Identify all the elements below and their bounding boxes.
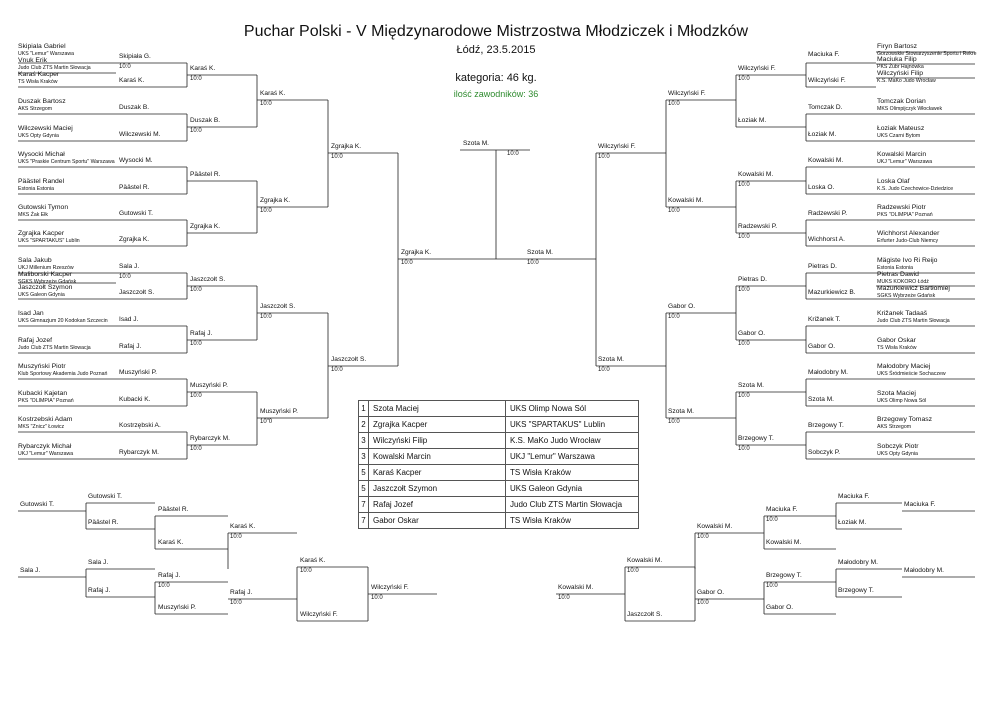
match-name: Gabor O. bbox=[808, 343, 836, 350]
match-name: Wilczyński F. bbox=[598, 143, 636, 150]
final-winner-name: Szota M. bbox=[463, 140, 490, 147]
left-entry-club: MKS "Znicz" Łowicz bbox=[18, 424, 65, 430]
match-name: Pietras D. bbox=[738, 276, 767, 283]
match-name: Päästel R. bbox=[158, 506, 189, 513]
match-score: 10:0 bbox=[738, 393, 750, 399]
match-name: Kowalski M. bbox=[766, 539, 802, 546]
match-name: Sala J. bbox=[88, 559, 109, 566]
match-score: 10:0 bbox=[668, 419, 680, 425]
match-score: 10:0 bbox=[697, 534, 709, 540]
match-name: Szota M. bbox=[738, 382, 765, 389]
right-entry-name: Wilczyński Filip bbox=[877, 70, 924, 77]
match-score: 10:0 bbox=[119, 64, 131, 70]
match-name: Rybarczyk M. bbox=[190, 435, 230, 442]
left-entry-name: Sala Jakub bbox=[18, 257, 52, 264]
match-name: Gabor O. bbox=[766, 604, 794, 611]
right-entry-name: Łoziak Mateusz bbox=[877, 125, 925, 132]
results-name: Jaszczołt Szymon bbox=[369, 481, 506, 497]
left-entry-club: TS Wisła Kraków bbox=[18, 79, 58, 85]
match-score: 10:0 bbox=[230, 600, 242, 606]
match-name: Karaś K. bbox=[300, 557, 326, 564]
match-name: Małodobry M. bbox=[808, 369, 848, 376]
match-name: Gutowski T. bbox=[20, 501, 54, 508]
left-entry-club: UKS Galeon Gdynia bbox=[18, 292, 65, 298]
left-entry-name: Zgrajka Kacper bbox=[18, 230, 65, 237]
right-entry-club: PKS Żubr Hajnówka bbox=[877, 64, 924, 70]
results-place: 2 bbox=[359, 417, 369, 433]
results-club: UKS Galeon Gdynia bbox=[506, 481, 639, 497]
right-entry-name: Sobczyk Piotr bbox=[877, 443, 919, 450]
left-r3 bbox=[257, 100, 328, 418]
match-name: Szota M. bbox=[598, 356, 625, 363]
left-entry-club: Judo Club ZTS Martin Słowacja bbox=[18, 345, 91, 351]
results-place: 3 bbox=[359, 449, 369, 465]
match-name: Gutowski T. bbox=[119, 210, 153, 217]
right-entry-name: Radzewski Piotr bbox=[877, 204, 926, 211]
right-entry-club: MKS Olimpijczyk Włocławek bbox=[877, 106, 943, 112]
match-name: Rafaj J. bbox=[119, 343, 142, 350]
left-entry-club: UKS "Lemur" Warszawa bbox=[18, 51, 74, 57]
results-place: 5 bbox=[359, 465, 369, 481]
results-club: K.S. MaKo Judo Wrocław bbox=[506, 433, 639, 449]
right-entry-club: AKS Strzegom bbox=[877, 424, 912, 430]
results-club: TS Wisła Kraków bbox=[506, 465, 639, 481]
match-name: Małodobry M. bbox=[838, 559, 878, 566]
left-entry-club: UKS "Praskie Centrum Sportu" Warszawa bbox=[18, 159, 115, 165]
left-entry-name: Vnuk Erik bbox=[18, 57, 48, 64]
match-name: Wilczyński F. bbox=[738, 65, 776, 72]
right-entry-name: Mazurkiewicz Bartłomiej bbox=[877, 285, 950, 292]
match-name: Zgrajka K. bbox=[331, 143, 362, 150]
match-name: Kowalski M. bbox=[627, 557, 663, 564]
results-club: TS Wisła Kraków bbox=[506, 513, 639, 529]
match-score: 10:0 bbox=[300, 568, 312, 574]
match-name: Zgrajka K. bbox=[190, 223, 221, 230]
match-name: Križanek T. bbox=[808, 316, 841, 323]
match-name: Rafaj J. bbox=[190, 330, 213, 337]
match-name: Maciuka F. bbox=[766, 506, 798, 513]
match-name: Kowalski M. bbox=[738, 171, 774, 178]
match-name: Maciuka F. bbox=[808, 51, 840, 58]
match-name: Wilczewski M. bbox=[119, 131, 161, 138]
match-name: Karaś K. bbox=[119, 77, 145, 84]
match-name: Loska O. bbox=[808, 184, 835, 191]
left-entry-club: Judo Club ZTS Martin Słowacja bbox=[18, 65, 91, 71]
match-score: 10:0 bbox=[190, 446, 202, 452]
match-name: Rybarczyk M. bbox=[119, 449, 159, 456]
semi-right-name: Szota M. bbox=[527, 249, 554, 256]
match-name: Kowalski M. bbox=[808, 157, 844, 164]
results-name: Gabor Oskar bbox=[369, 513, 506, 529]
match-score: 10:0 bbox=[331, 154, 343, 160]
match-score: 10:0 bbox=[738, 287, 750, 293]
match-score: 10:0 bbox=[738, 182, 750, 188]
results-row bbox=[359, 417, 639, 433]
left-entry-club: MKS Żak Ełk bbox=[18, 212, 48, 218]
match-name: Gabor O. bbox=[668, 303, 696, 310]
right-entry-club: TS Wisła Kraków bbox=[877, 345, 917, 351]
right-entry-club: Judo Club ZTS Martin Słowacja bbox=[877, 318, 950, 324]
match-name: Pietras D. bbox=[808, 263, 837, 270]
results-row bbox=[359, 497, 639, 513]
left-entry-name: Muszyński Piotr bbox=[18, 363, 66, 370]
match-score: 10:0 bbox=[697, 600, 709, 606]
match-name: Isad J. bbox=[119, 316, 139, 323]
match-score: 10:0 bbox=[190, 76, 202, 82]
match-name: Muszyński P. bbox=[190, 382, 228, 389]
category-label: kategoria: 46 kg. bbox=[455, 72, 537, 84]
match-name: Kostrzębski A. bbox=[119, 422, 161, 429]
match-name: Rafaj J. bbox=[230, 589, 253, 596]
match-name: Brzegowy T. bbox=[838, 587, 874, 594]
right-entry-club: Estonia Estonia bbox=[877, 265, 914, 271]
match-name: Radzewski P. bbox=[738, 223, 778, 230]
match-name: Maciuka F. bbox=[904, 501, 936, 508]
match-score: 10:0 bbox=[260, 314, 272, 320]
right-entry-club: K.S. MaKo Judo Wrocław bbox=[877, 78, 936, 84]
right-r3 bbox=[666, 100, 736, 418]
match-name: Karaś K. bbox=[260, 90, 286, 97]
results-name: Wilczyński Filip bbox=[369, 433, 506, 449]
match-score: 10:0 bbox=[627, 568, 639, 574]
match-name: Szota M. bbox=[808, 396, 835, 403]
results-name: Zgrajka Kacper bbox=[369, 417, 506, 433]
match-name: Muszyński P. bbox=[260, 408, 298, 415]
right-entry-name: Małodobry Maciej bbox=[877, 363, 931, 370]
results-name: Rafaj Jozef bbox=[369, 497, 506, 513]
match-score: 10:0 bbox=[331, 367, 343, 373]
place-date: Łódź, 23.5.2015 bbox=[456, 44, 536, 56]
match-name: Duszak B. bbox=[190, 117, 221, 124]
match-name: Tomczak D. bbox=[808, 104, 843, 111]
left-entry-name: Duszak Bartosz bbox=[18, 98, 66, 105]
match-name: Gabor O. bbox=[697, 589, 725, 596]
left-entry-name: Kubacki Kajetan bbox=[18, 390, 68, 397]
results-place: 7 bbox=[359, 497, 369, 513]
match-score: 10:0 bbox=[766, 517, 778, 523]
left-entry-club: UKJ Millenium Rzeszów bbox=[18, 265, 74, 271]
match-name: Jaszczołt S. bbox=[627, 611, 663, 618]
semi-left-name: Zgrajka K. bbox=[401, 249, 432, 256]
match-name: Kowalski M. bbox=[558, 584, 594, 591]
match-name: Kubacki K. bbox=[119, 396, 151, 403]
left-entry-name: Jaszczołt Szymon bbox=[18, 284, 73, 291]
right-entry-name: Gabor Oskar bbox=[877, 337, 916, 344]
match-name: Wysocki M. bbox=[119, 157, 153, 164]
match-name: Maciuka F. bbox=[838, 493, 870, 500]
match-name: Duszak B. bbox=[119, 104, 150, 111]
left-entry-name: Wilczewski Maciej bbox=[18, 125, 73, 132]
match-name: Gabor O. bbox=[738, 330, 766, 337]
left-entry-name: Rybarczyk Michał bbox=[18, 443, 72, 450]
right-entry-name: Križanek Tadaaš bbox=[877, 310, 928, 317]
match-name: Brzegowy T. bbox=[808, 422, 844, 429]
match-name: Brzegowy T. bbox=[738, 435, 774, 442]
results-row bbox=[359, 513, 639, 529]
center-final bbox=[460, 150, 530, 259]
match-name: Wichhorst A. bbox=[808, 236, 846, 243]
results-club: Judo Club ZTS Martin Słowacja bbox=[506, 497, 639, 513]
match-name: Karaś K. bbox=[230, 523, 256, 530]
match-score: 10:0 bbox=[190, 128, 202, 134]
match-name: Radzewski P. bbox=[808, 210, 848, 217]
right-entry-club: UKS Czarni Bytom bbox=[877, 133, 921, 139]
results-club: UKS Olimp Nowa Sól bbox=[506, 401, 639, 417]
left-entry-name: Karaś Kacper bbox=[18, 71, 60, 78]
match-name: Wilczyński F. bbox=[668, 90, 706, 97]
match-score: 10:0 bbox=[738, 446, 750, 452]
results-row bbox=[359, 433, 639, 449]
match-name: Sobczyk P. bbox=[808, 449, 841, 456]
match-score: 10:0 bbox=[190, 287, 202, 293]
match-name: Szota M. bbox=[668, 408, 695, 415]
match-score: 10:0 bbox=[190, 393, 202, 399]
results-club: UKS "SPARTAKUS" Lublin bbox=[506, 417, 639, 433]
page-title: Puchar Polski - V Międzynarodowe Mistrzostwa Młodziczek i Młodzków bbox=[243, 23, 749, 40]
match-score: 10:0 bbox=[598, 154, 610, 160]
competitor-count: ilość zawodników: 36 bbox=[453, 89, 539, 99]
right-entry-name: Maciuka Filip bbox=[877, 56, 917, 63]
results-row bbox=[359, 449, 639, 465]
left-entry-name: Kostrzebski Adam bbox=[18, 416, 73, 423]
left-entry-club: UKS Opty Gdynia bbox=[18, 133, 59, 139]
match-score: 10:0 bbox=[766, 583, 778, 589]
right-entry-name: Wichhorst Alexander bbox=[877, 230, 940, 237]
right-entry-club: UKS Olimp Nowa Sól bbox=[877, 398, 927, 404]
match-name: Gutowski T. bbox=[88, 493, 122, 500]
match-score: 10:0 bbox=[260, 101, 272, 107]
match-name: Małodobry M. bbox=[904, 567, 944, 574]
match-name: Karaś K. bbox=[190, 65, 216, 72]
right-entry-club: UKS Opty Gdynia bbox=[877, 451, 918, 457]
left-entry-name: Isad Jan bbox=[18, 310, 44, 317]
results-row bbox=[359, 401, 639, 417]
match-score: 10:0 bbox=[738, 234, 750, 240]
right-entry-name: Loska Olaf bbox=[877, 178, 910, 185]
results-place: 7 bbox=[359, 513, 369, 529]
match-score: 10:0 bbox=[598, 367, 610, 373]
left-entry-club: UKS Gimnazjum 20 Kodokan Szczecin bbox=[18, 318, 108, 324]
results-place: 1 bbox=[359, 401, 369, 417]
match-name: Rafaj J. bbox=[158, 572, 181, 579]
right-entry-name: Szota Maciej bbox=[877, 390, 916, 397]
final-score: 10:0 bbox=[507, 151, 519, 157]
match-name: Jaszczołt S. bbox=[260, 303, 296, 310]
results-row bbox=[359, 481, 639, 497]
match-name: Kowalski M. bbox=[668, 197, 704, 204]
match-name: Päästel R. bbox=[119, 184, 150, 191]
match-name: Karaś K. bbox=[158, 539, 184, 546]
match-name: Jaszczołt S. bbox=[119, 289, 155, 296]
right-entry-club: SGKS Wybrzeże Gdańsk bbox=[877, 293, 936, 299]
match-score: 10:0 bbox=[738, 76, 750, 82]
results-row bbox=[359, 465, 639, 481]
left-entry-club: Klub Sportowy Akademia Judo Poznań bbox=[18, 371, 108, 377]
match-score: 10:0 bbox=[190, 341, 202, 347]
left-entry-club: UKJ "Lemur" Warszawa bbox=[18, 451, 74, 457]
left-entry-name: Päästel Randel bbox=[18, 178, 65, 185]
match-score: 10"0 bbox=[260, 419, 273, 425]
match-name: Brzegowy T. bbox=[766, 572, 802, 579]
match-name: Łoziak M. bbox=[808, 131, 837, 138]
match-score: 10:0 bbox=[668, 314, 680, 320]
right-entry-name: Brzegowy Tomasz bbox=[877, 416, 933, 423]
match-score: 10:0 bbox=[738, 341, 750, 347]
match-score: 10:0 bbox=[558, 595, 570, 601]
results-place: 5 bbox=[359, 481, 369, 497]
semi-right-score: 10:0 bbox=[527, 260, 539, 266]
semi-left-score: 10:0 bbox=[401, 260, 413, 266]
left-entry-club: SGKS Wybrzeże Gdańsk bbox=[18, 279, 77, 285]
right-entry-club: UKJ "Lemur" Warszawa bbox=[877, 159, 933, 165]
right-entry-club: Gorzowskie Stowarzyszenie Sportu i Rekre bbox=[877, 51, 977, 57]
results-name: Szota Maciej bbox=[369, 401, 506, 417]
match-score: 10:0 bbox=[230, 534, 242, 540]
match-name: Wilczyński F. bbox=[808, 77, 846, 84]
right-entry-club: PKS "OLIMPIA" Poznań bbox=[877, 212, 933, 218]
match-name: Päästel R. bbox=[190, 171, 221, 178]
match-name: Jaszczołt S. bbox=[331, 356, 367, 363]
right-entry-club: UKS Śródmieście Sochaczew bbox=[877, 371, 946, 377]
left-entry-name: Wysocki Michał bbox=[18, 151, 65, 158]
left-entry-club: Estonia Estonia bbox=[18, 186, 55, 192]
right-entry-club: MUKS KOKORO Łódź bbox=[877, 279, 929, 285]
right-entry-club: Erfurter Judo-Club Niemcy bbox=[877, 238, 939, 244]
right-entry-name: Tomczak Dorian bbox=[877, 98, 926, 105]
match-name: Łoziak M. bbox=[838, 519, 867, 526]
match-name: Zgrajka K. bbox=[260, 197, 291, 204]
match-name: Muszyński P. bbox=[119, 369, 157, 376]
left-entry-name: Rafaj Jozef bbox=[18, 337, 53, 344]
match-name: Zgrajka K. bbox=[119, 236, 150, 243]
left-entry-name: Maliborski Kacper bbox=[18, 271, 73, 278]
results-place: 3 bbox=[359, 433, 369, 449]
match-name: Mazurkiewicz B. bbox=[808, 289, 856, 296]
match-name: Sala J. bbox=[20, 567, 41, 574]
right-entry-name: Kowalski Marcin bbox=[877, 151, 927, 158]
match-name: Łoziak M. bbox=[738, 117, 767, 124]
results-name: Karaś Kacper bbox=[369, 465, 506, 481]
right-entry-name: Pietras Dawid bbox=[877, 271, 919, 278]
match-score: 10:0 bbox=[119, 274, 131, 280]
right-entry-name: Mägiste Ivo Ri Reijo bbox=[877, 257, 938, 264]
match-score: 10:0 bbox=[260, 208, 272, 214]
match-score: 10:0 bbox=[158, 583, 170, 589]
left-entry-name: Skipiala Gabriel bbox=[18, 43, 66, 50]
match-name: Rafaj J. bbox=[88, 587, 111, 594]
match-name: Wilczyński F. bbox=[300, 611, 338, 618]
match-name: Jaszczołt S. bbox=[190, 276, 226, 283]
match-name: Kowalski M. bbox=[697, 523, 733, 530]
match-name: Päästel R. bbox=[88, 519, 119, 526]
match-name: Sala J. bbox=[119, 263, 140, 270]
match-name: Skipiała G. bbox=[119, 53, 151, 60]
match-score: 10:0 bbox=[668, 208, 680, 214]
results-name: Kowalski Marcin bbox=[369, 449, 506, 465]
left-entry-club: PKS "OLIMPIA" Poznań bbox=[18, 398, 74, 404]
match-score: 10:0 bbox=[668, 101, 680, 107]
left-entry-club: UKS "SPARTAKUS" Lublin bbox=[18, 238, 80, 244]
right-entry-club: K.S. Judo Czechowice-Dziedzice bbox=[877, 186, 954, 192]
match-name: Muszyński P. bbox=[158, 604, 196, 611]
match-score: 10:0 bbox=[371, 595, 383, 601]
results-club: UKJ "Lemur" Warszawa bbox=[506, 449, 639, 465]
match-name: Wilczyński F. bbox=[371, 584, 409, 591]
left-r4 bbox=[328, 153, 460, 366]
left-entry-club: AKS Strzegom bbox=[18, 106, 53, 112]
right-r4 bbox=[530, 153, 666, 366]
results-table bbox=[358, 400, 639, 529]
right-entry-name: Firyn Bartosz bbox=[877, 43, 918, 50]
left-entry-name: Gutowski Tymon bbox=[18, 204, 69, 211]
